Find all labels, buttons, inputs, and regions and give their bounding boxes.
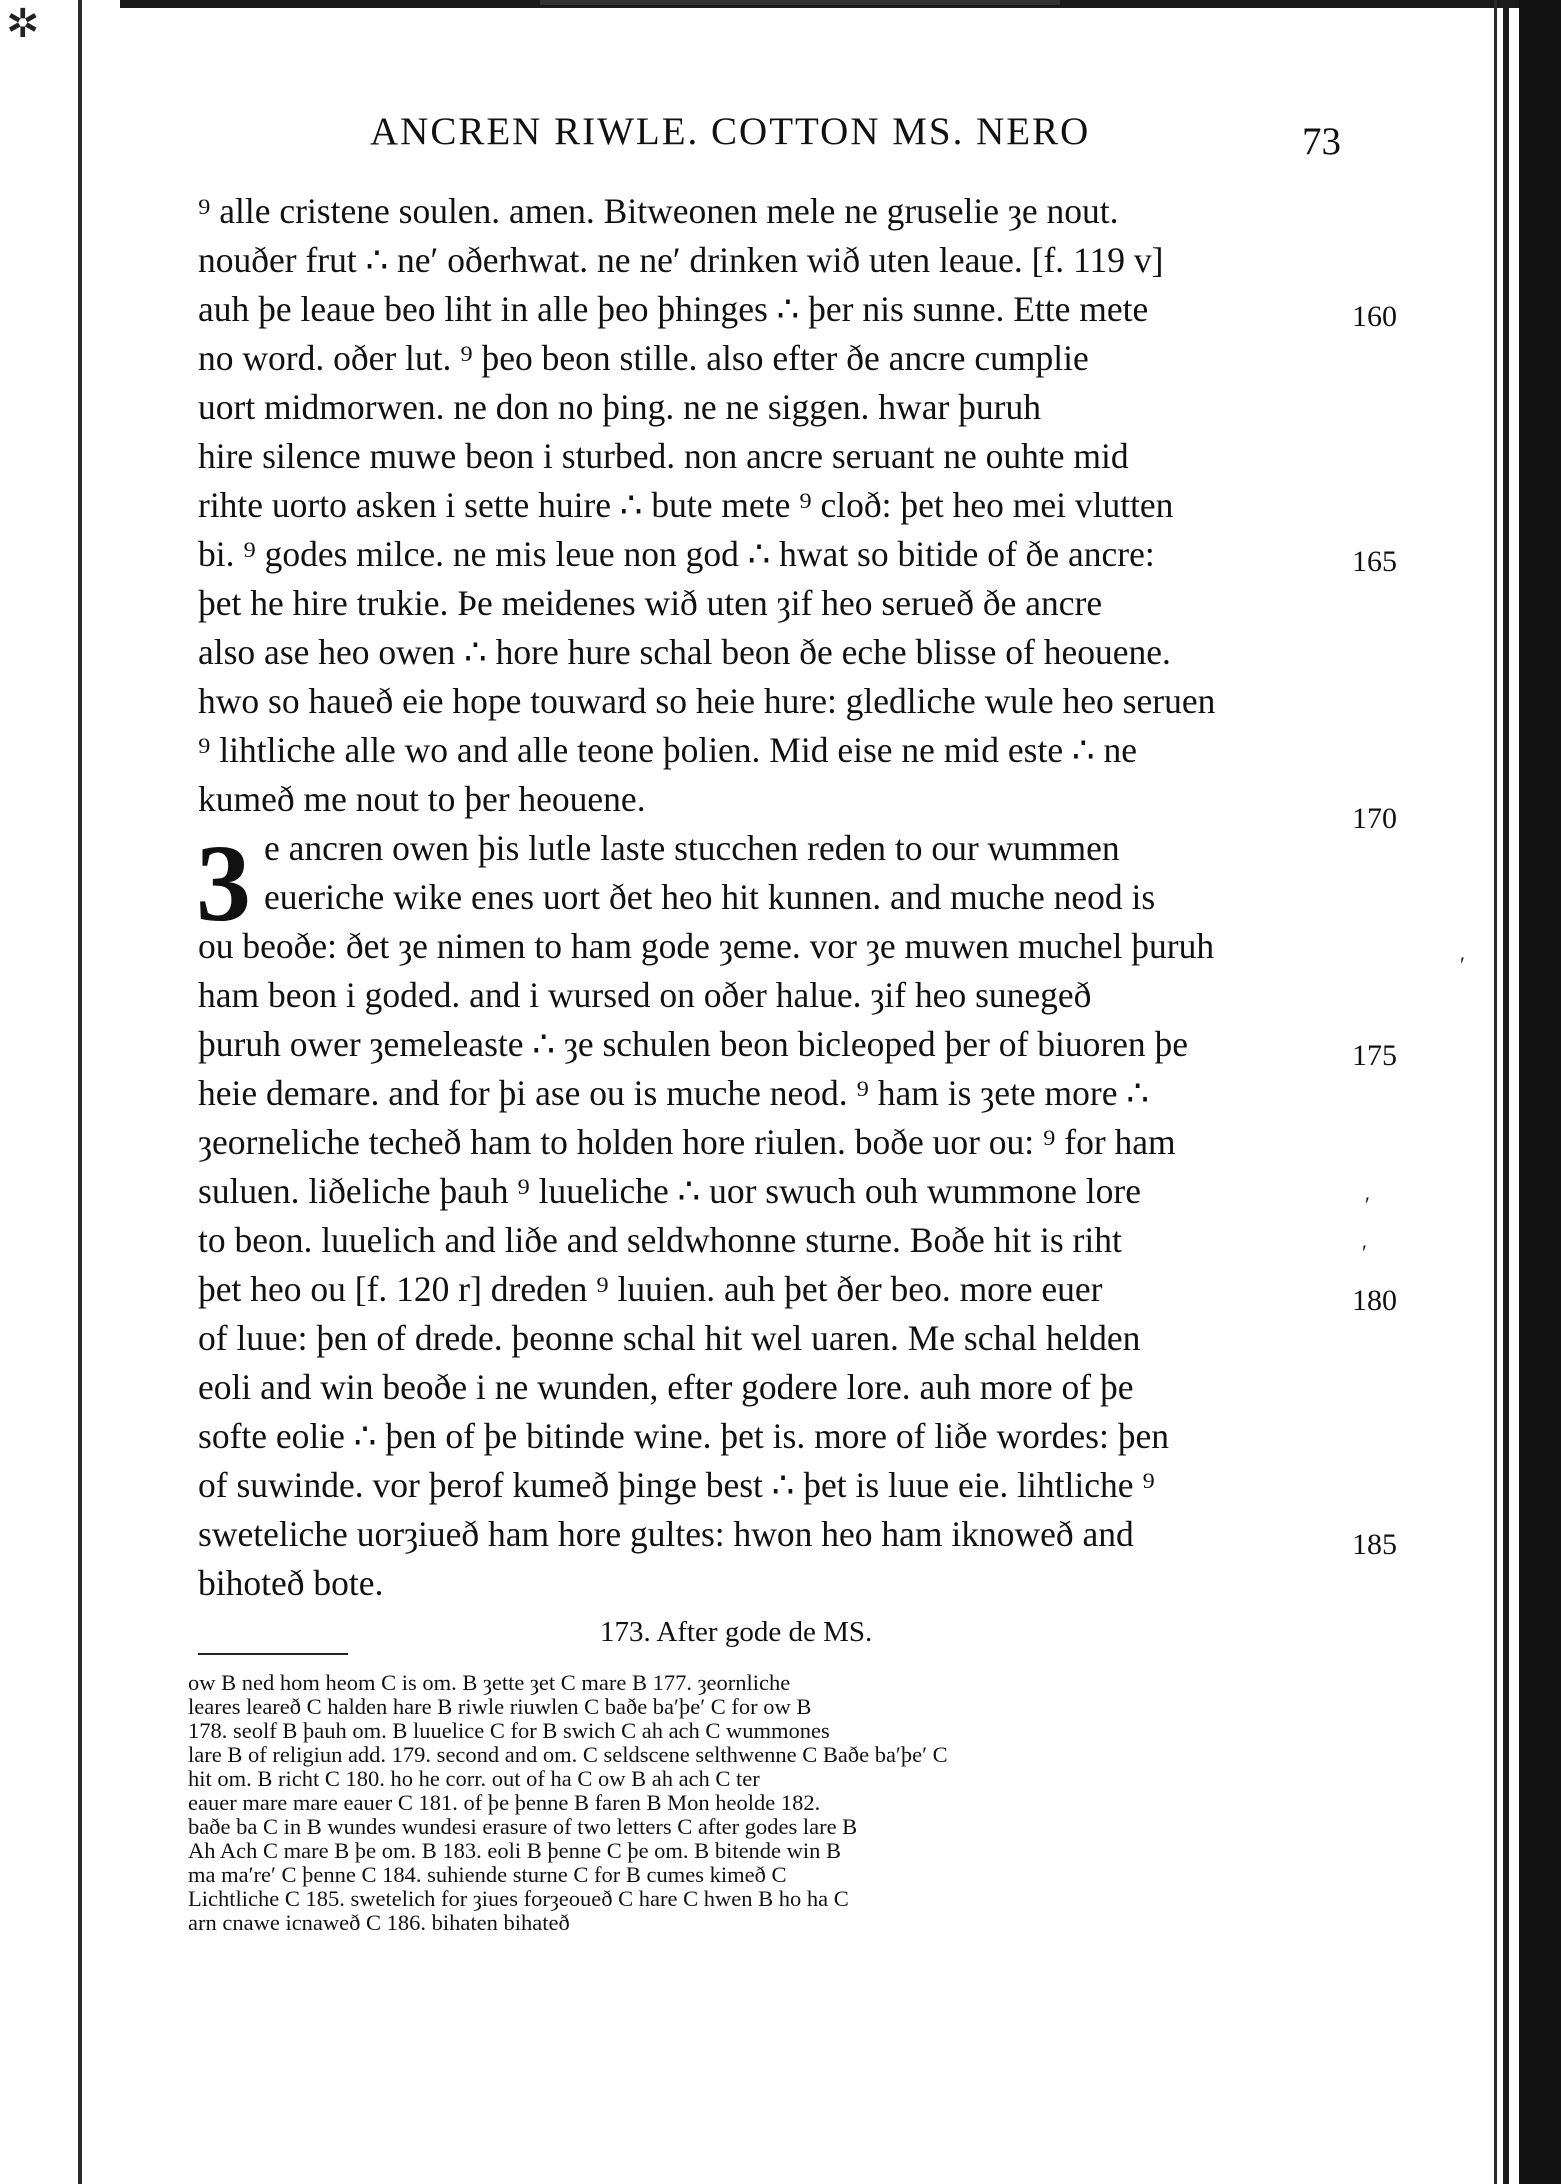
apparatus-line: baðe ba C in B wundes wundesi erasure of two letters C after godes lare B	[188, 1814, 858, 1839]
text-line: to beon. luuelich and liðe and seldwhonne sturne. Boðe hit is riht	[198, 1220, 1122, 1260]
line-number: 160	[1352, 300, 1397, 333]
margin-mark: ′	[1362, 1240, 1367, 1265]
apparatus-line: 178. seolf B þauh om. B luuelice C for B swich C ah ach C wummones	[188, 1718, 830, 1743]
apparatus-line: ma ma′re′ C þenne C 184. suhiende sturne C for B cumes kimeð C	[188, 1862, 787, 1887]
text-line: e ancren owen þis lutle laste stucchen reden to our wummen	[264, 828, 1120, 868]
text-line: nouðer frut ∴ ne′ oðerhwat. ne ne′ drinken wið uten leaue. [f. 119 v]	[198, 240, 1164, 280]
text-line: kumeð me nout to þer heouene.	[198, 779, 646, 819]
collation-note: 173. After gode de MS.	[600, 1616, 873, 1648]
line-number: 185	[1352, 1528, 1397, 1561]
line-number: 165	[1352, 545, 1397, 578]
text-line: hwo so haueð eie hope touward so heie hure: gledliche wule heo seruen	[198, 681, 1216, 721]
apparatus-line: ow B ned hom heom C is om. B ȝette ȝet C mare B 177. ȝeornliche	[188, 1670, 791, 1695]
text-line: eoli and win beoðe i ne wunden, efter godere lore. auh more of þe	[198, 1367, 1134, 1407]
margin-mark: ′	[1365, 1192, 1370, 1217]
text-line: ⁹ lihtliche alle wo and alle teone þolien. Mid eise ne mid este ∴ ne	[198, 730, 1137, 770]
line-number: 175	[1352, 1039, 1397, 1072]
text-line: also ase heo owen ∴ hore hure schal beon ðe eche blisse of heouene.	[198, 632, 1171, 672]
text-line: of luue: þen of drede. þeonne schal hit wel uaren. Me schal helden	[198, 1318, 1141, 1358]
text-line: auh þe leaue beo liht in alle þeo þhinges ∴ þer nis sunne. Ette mete	[198, 289, 1149, 329]
text-line: ȝeorneliche techeð ham to holden hore riulen. boðe uor ou: ⁹ for ham	[198, 1122, 1176, 1162]
corner-mark: ✲	[6, 1, 40, 46]
line-number: 170	[1352, 802, 1397, 835]
text-line: no word. oðer lut. ⁹ þeo beon stille. also efter ðe ancre cumplie	[198, 338, 1089, 378]
page-number: 73	[1302, 120, 1341, 163]
drop-capital: 3	[196, 822, 251, 944]
apparatus-line: arn cnawe icnaweð C 186. bihaten bihateð	[188, 1910, 570, 1935]
text-line: þuruh ower ȝemeleaste ∴ ȝe schulen beon bicleoped þer of biuoren þe	[198, 1024, 1189, 1064]
top-center-mark	[540, 0, 1060, 5]
text-line: heie demare. and for þi ase ou is muche neod. ⁹ ham is ȝete more ∴	[198, 1073, 1149, 1113]
text-line: rihte uorto asken i sette huire ∴ bute mete ⁹ cloð: þet heo mei vlutten	[198, 485, 1174, 525]
apparatus-line: lare B of religiun add. 179. second and om. C seldscene selthwenne C Baðe ba′þe′ C	[188, 1742, 948, 1767]
apparatus-line: eauer mare mare eauer C 181. of þe þenne B faren B Mon heolde 182.	[188, 1790, 821, 1815]
text-line: bi. ⁹ godes milce. ne mis leue non god ∴ hwat so bitide of ðe ancre:	[198, 534, 1155, 574]
text-line: uort midmorwen. ne don no þing. ne ne siggen. hwar þuruh	[198, 387, 1041, 427]
line-number: 180	[1352, 1284, 1397, 1317]
apparatus-line: hit om. B richt C 180. ho he corr. out of ha C ow B ah ach C ter	[188, 1766, 760, 1791]
apparatus-line: Ah Ach C mare B þe om. B 183. eoli B þenne C þe om. B bitende win B	[188, 1838, 842, 1863]
text-line: þet he hire trukie. Þe meidenes wið uten ȝif heo serueð ðe ancre	[198, 583, 1103, 623]
apparatus-line: leares leareð C halden hare B riwle riuwlen C baðe ba′þe′ C for ow B	[188, 1694, 812, 1719]
text-line: sweteliche uorȝiueð ham hore gultes: hwon heo ham iknoweð and	[198, 1514, 1134, 1554]
text-line: ou beoðe: ðet ȝe nimen to ham gode ȝeme. vor ȝe muwen muchel þuruh	[198, 926, 1215, 966]
text-line: suluen. liðeliche þauh ⁹ luueliche ∴ uor swuch ouh wummone lore	[198, 1171, 1141, 1211]
text-line: softe eolie ∴ þen of þe bitinde wine. þet is. more of liðe wordes: þen	[198, 1416, 1169, 1456]
text-line: bihoteð bote.	[198, 1563, 384, 1603]
spine-shadow-line	[1494, 0, 1497, 2184]
text-line: ham beon i goded. and i wursed on oðer halue. ȝif heo sunegeð	[198, 975, 1092, 1015]
book-spine-shadow	[1519, 0, 1561, 2184]
note-divider-rule	[198, 1653, 348, 1655]
spine-shadow-line	[1503, 0, 1509, 2184]
left-edge-line	[78, 0, 82, 2184]
text-line: eueriche wike enes uort ðet heo hit kunnen. and muche neod is	[264, 877, 1156, 917]
text-line: hire silence muwe beon i sturbed. non ancre seruant ne ouhte mid	[198, 436, 1129, 476]
text-line: of suwinde. vor þerof kumeð þinge best ∴ þet is luue eie. lihtliche ⁹	[198, 1465, 1155, 1505]
running-head: ANCREN RIWLE. COTTON MS. NERO	[370, 110, 1091, 153]
apparatus-line: Lichtliche C 185. swetelich for ȝiues forȝeoueð C hare C hwen B ho ha C	[188, 1886, 849, 1911]
margin-mark: ′	[1460, 952, 1465, 977]
text-line: þet heo ou [f. 120 r] dreden ⁹ luuien. auh þet ðer beo. more euer	[198, 1269, 1103, 1309]
text-line: ⁹ alle cristene soulen. amen. Bitweonen mele ne gruselie ȝe nout.	[198, 191, 1119, 231]
